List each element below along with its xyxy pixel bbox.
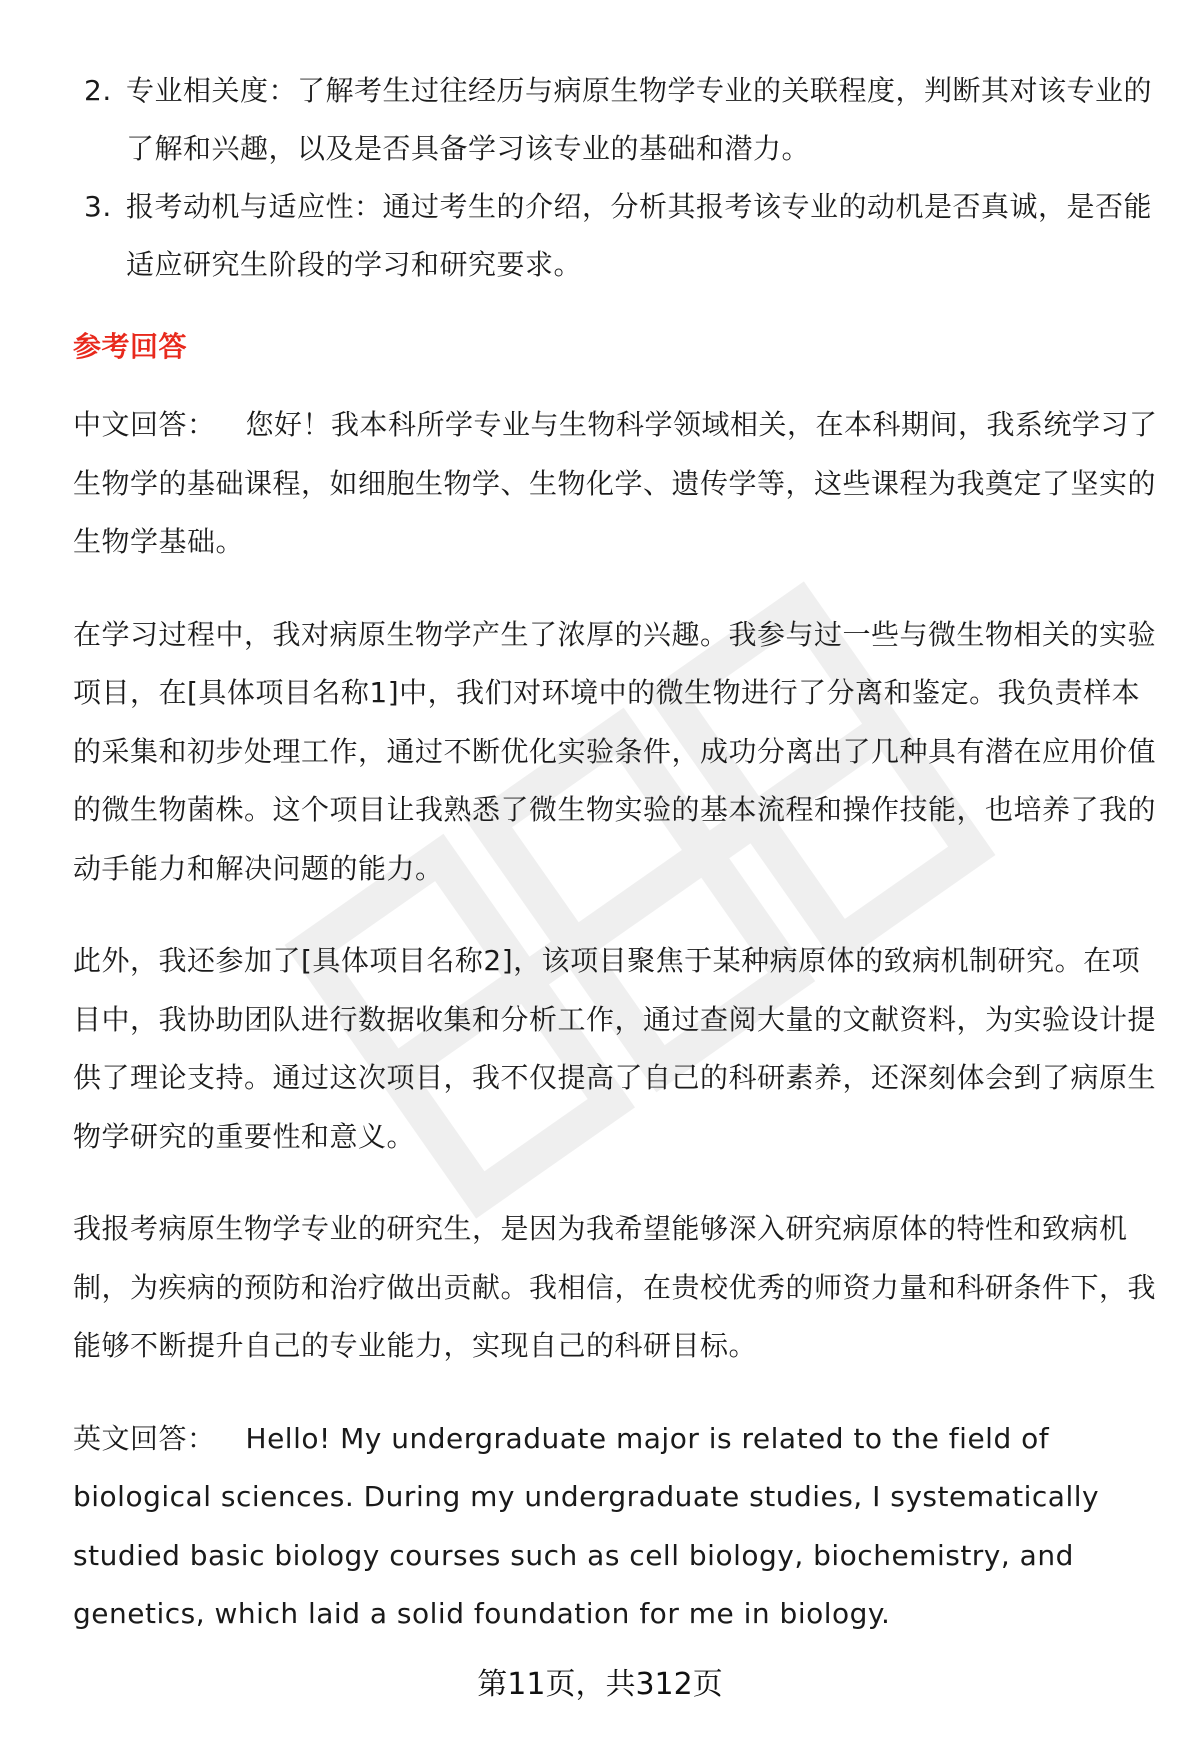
chinese-answer-label: 中文回答： bbox=[73, 408, 216, 441]
body-paragraph: 此外，我还参加了[具体项目名称2]，该项目聚焦于某种病原体的致病机制研究。在项目中，我协助团队进行数据收集和分析工作，通过查阅大量的文献资料，为实验设计提供了理论支持。通过这次项目，我不仅提高了自己的科研素养，还深刻体会到了病原生物学研究的重要性和意义。 bbox=[73, 944, 1157, 1153]
english-answer-label: 英文回答： bbox=[73, 1421, 216, 1455]
criteria-list bbox=[73, 62, 1158, 294]
page-footer: 第11页，共312页 bbox=[477, 1667, 723, 1702]
main-content bbox=[73, 62, 1158, 1644]
english-answer-paragraph bbox=[73, 1410, 1158, 1644]
chinese-answer-paragraph bbox=[73, 396, 1158, 572]
list-text: 专业相关度：了解考生过往经历与病原生物学专业的关联程度，判断其对该专业的了解和兴趣，以及是否具备学习该专业的基础和潜力。 bbox=[126, 74, 1153, 165]
list-text: 报考动机与适应性：通过考生的介绍，分析其报考该专业的动机是否真诚，是否能适应研究生阶段的学习和研究要求。 bbox=[126, 190, 1153, 281]
list-item bbox=[73, 62, 1158, 178]
paragraph-text: Hello! My undergraduate major is related to the field of biological sciences. During my undergraduate studies, I systematically studied basic biology courses such as cell biology, biochemistry, and genetics, which laid a solid foundation for me in biology. bbox=[73, 1421, 1100, 1630]
list-number: 3. bbox=[84, 190, 112, 223]
list-number: 2. bbox=[84, 74, 112, 107]
paragraph-text: 您好！我本科所学专业与生物科学领域相关，在本科期间，我系统学习了生物学的基础课程，如细胞生物学、生物化学、遗传学等，这些课程为我奠定了坚实的生物学基础。 bbox=[73, 408, 1158, 558]
list-item bbox=[73, 178, 1158, 294]
body-paragraph: 在学习过程中，我对病原生物学产生了浓厚的兴趣。我参与过一些与微生物相关的实验项目，在[具体项目名称1]中，我们对环境中的微生物进行了分离和鉴定。我负责样本的采集和初步处理工作，通过不断优化实验条件，成功分离出了几种具有潜在应用价值的微生物菌株。这个项目让我熟悉了微生物实验的基本流程和操作技能，也培养了我的动手能力和解决问题的能力。 bbox=[73, 617, 1157, 885]
body-paragraph: 我报考病原生物学专业的研究生，是因为我希望能够深入研究病原体的特性和致病机制，为疾病的预防和治疗做出贡献。我相信，在贵校优秀的师资力量和科研条件下，我能够不断提升自己的专业能力，实现自己的科研目标。 bbox=[73, 1212, 1157, 1362]
section-heading: 参考回答 bbox=[73, 330, 188, 363]
